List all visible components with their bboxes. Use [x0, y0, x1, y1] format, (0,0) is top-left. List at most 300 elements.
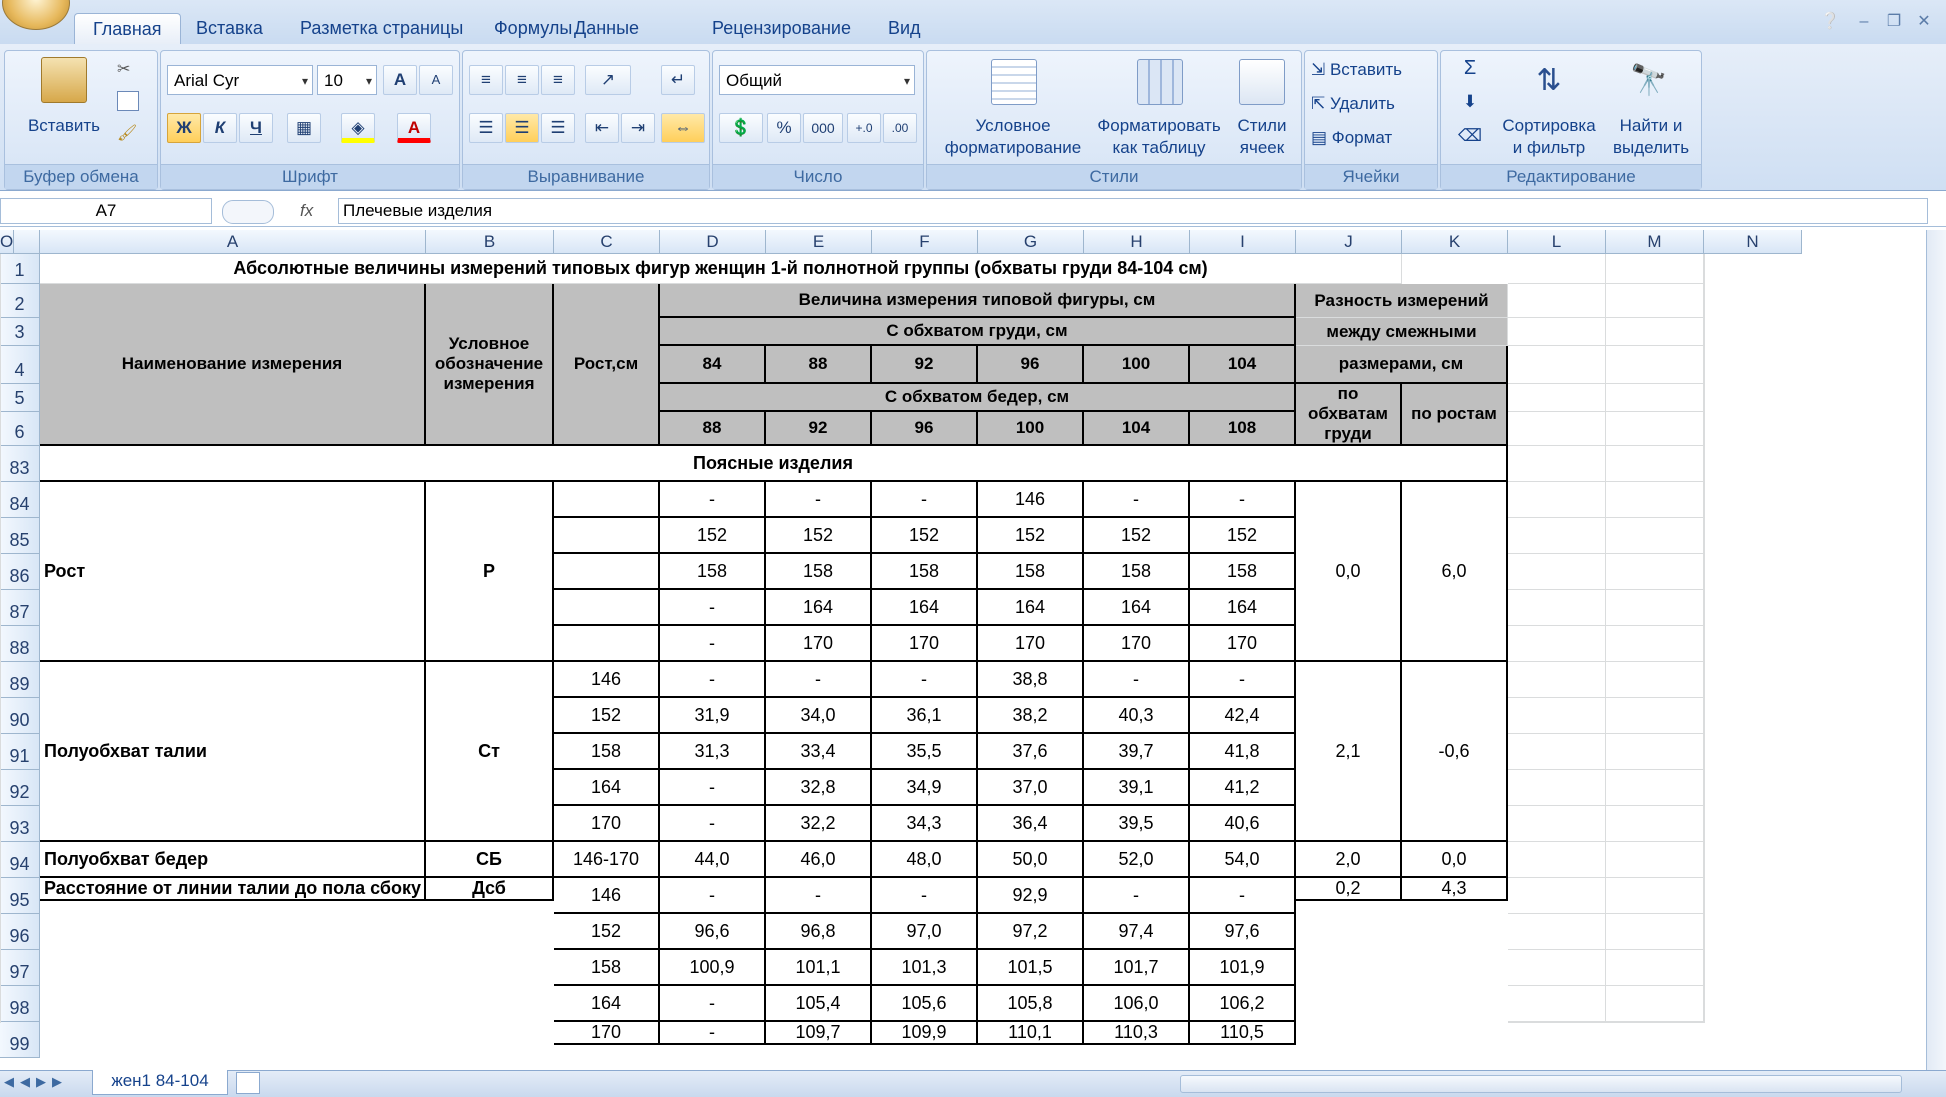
data-cell[interactable]: 46,0	[766, 842, 872, 878]
empty-cell[interactable]	[1704, 482, 1705, 518]
empty-cell[interactable]	[0, 626, 1, 662]
header-chest[interactable]: С обхватом груди, см	[660, 318, 1296, 346]
data-cell[interactable]: 170	[1084, 626, 1190, 662]
empty-cell[interactable]	[1508, 254, 1606, 284]
empty-cell[interactable]	[1508, 878, 1606, 914]
data-cell[interactable]: 109,7	[766, 1022, 872, 1045]
empty-cell[interactable]	[1508, 950, 1606, 986]
header-by-chest[interactable]: по обхватам груди	[1296, 384, 1402, 446]
column-header-N[interactable]: N	[1704, 230, 1802, 254]
autosum-button[interactable]: Σ	[1463, 57, 1477, 79]
data-cell[interactable]: 170	[766, 626, 872, 662]
empty-cell[interactable]	[1508, 412, 1606, 446]
empty-cell[interactable]	[1606, 412, 1704, 446]
empty-cell[interactable]	[0, 986, 1, 1022]
empty-cell[interactable]	[1508, 554, 1606, 590]
empty-cell[interactable]	[0, 662, 1, 698]
data-cell[interactable]: -	[872, 878, 978, 914]
data-cell[interactable]: -	[660, 770, 766, 806]
empty-cell[interactable]	[0, 842, 1, 878]
empty-cell[interactable]	[1606, 878, 1704, 914]
empty-cell[interactable]	[0, 384, 1, 412]
decrease-decimal-icon[interactable]: .00	[883, 113, 917, 143]
empty-cell[interactable]	[1606, 254, 1704, 284]
empty-cell[interactable]	[0, 950, 1, 986]
empty-cell[interactable]	[0, 554, 1, 590]
tab-6[interactable]: Вид	[888, 18, 921, 38]
fx-icon[interactable]: fx	[300, 201, 314, 220]
empty-cell[interactable]	[0, 770, 1, 806]
section-title[interactable]: Поясные изделия	[40, 446, 1508, 482]
empty-cell[interactable]	[1704, 734, 1705, 770]
data-cell[interactable]: 158	[978, 554, 1084, 590]
empty-cell[interactable]	[1606, 626, 1704, 662]
data-cell[interactable]: 164	[1190, 590, 1296, 626]
data-cell[interactable]: 38,8	[978, 662, 1084, 698]
data-cell[interactable]: 152	[978, 518, 1084, 554]
empty-cell[interactable]	[1704, 284, 1705, 318]
data-cell[interactable]: 101,3	[872, 950, 978, 986]
bedra-height[interactable]: 146-170	[554, 842, 660, 878]
empty-cell[interactable]	[1704, 806, 1705, 842]
number-format-select[interactable]: Общий ▾	[719, 65, 915, 95]
header-diff-3[interactable]: размерами, см	[1296, 346, 1508, 384]
row-header-3[interactable]: 3	[0, 318, 40, 346]
column-header-L[interactable]: L	[1508, 230, 1606, 254]
data-cell[interactable]: 41,8	[1190, 734, 1296, 770]
format-as-table-button[interactable]: Форматировать как таблицу	[1097, 116, 1221, 157]
column-header-J[interactable]: J	[1296, 230, 1402, 254]
tab-2[interactable]: Разметка страницы	[300, 18, 464, 38]
data-cell[interactable]: 42,4	[1190, 698, 1296, 734]
data-cell[interactable]: 152	[1084, 518, 1190, 554]
talia-height-cell[interactable]: 164	[554, 770, 660, 806]
data-cell[interactable]: 41,2	[1190, 770, 1296, 806]
data-cell[interactable]: 101,5	[978, 950, 1084, 986]
row-header-97[interactable]: 97	[0, 950, 40, 986]
row-header-5[interactable]: 5	[0, 384, 40, 412]
empty-cell[interactable]	[1704, 518, 1705, 554]
header-name[interactable]: Наименование измерения	[40, 284, 426, 446]
fill-color-icon[interactable]: ◈	[341, 113, 375, 143]
decrease-indent-icon[interactable]: ⇤	[585, 113, 619, 143]
sort-filter-button[interactable]: Сортировка и фильтр	[1502, 116, 1596, 157]
row-header-93[interactable]: 93	[0, 806, 40, 842]
data-cell[interactable]: 31,3	[660, 734, 766, 770]
data-cell[interactable]: 152	[872, 518, 978, 554]
empty-cell[interactable]	[1606, 986, 1704, 1022]
hip-size-cell[interactable]: 96	[872, 412, 978, 446]
empty-cell[interactable]	[0, 1022, 1, 1023]
data-cell[interactable]: 97,2	[978, 914, 1084, 950]
sort-filter-icon[interactable]: ⇅	[1536, 64, 1562, 97]
rost-symbol[interactable]: Р	[426, 482, 554, 662]
row-header-91[interactable]: 91	[0, 734, 40, 770]
vertical-scrollbar[interactable]	[1926, 230, 1946, 1070]
empty-cell[interactable]	[0, 734, 1, 770]
empty-cell[interactable]	[1704, 842, 1705, 878]
data-cell[interactable]: 39,5	[1084, 806, 1190, 842]
empty-cell[interactable]	[1508, 518, 1606, 554]
pol-diff-height[interactable]: 4,3	[1402, 878, 1508, 901]
empty-cell[interactable]	[1606, 950, 1704, 986]
data-cell[interactable]: 40,3	[1084, 698, 1190, 734]
data-cell[interactable]: 158	[1084, 554, 1190, 590]
header-hips[interactable]: С обхватом бедер, см	[660, 384, 1296, 412]
row-header-4[interactable]: 4	[0, 346, 40, 384]
row-header-90[interactable]: 90	[0, 698, 40, 734]
data-cell[interactable]: 110,1	[978, 1022, 1084, 1045]
empty-cell[interactable]	[0, 412, 1, 446]
data-cell[interactable]: 39,7	[1084, 734, 1190, 770]
data-cell[interactable]: 32,2	[766, 806, 872, 842]
data-cell[interactable]: 158	[766, 554, 872, 590]
row-header-94[interactable]: 94	[0, 842, 40, 878]
orientation-icon[interactable]: ↗	[585, 65, 631, 95]
row-header-89[interactable]: 89	[0, 662, 40, 698]
new-sheet-icon[interactable]	[236, 1072, 260, 1094]
percent-button[interactable]: %	[767, 113, 801, 143]
column-header-O[interactable]: O	[0, 230, 14, 254]
data-cell[interactable]: 152	[660, 518, 766, 554]
empty-cell[interactable]	[1704, 446, 1705, 482]
empty-cell[interactable]	[1606, 554, 1704, 590]
insert-cells-button[interactable]	[1311, 59, 1433, 81]
talia-label[interactable]: Полуобхват талии	[40, 662, 426, 842]
empty-cell[interactable]	[0, 318, 1, 346]
copy-icon[interactable]	[117, 91, 139, 111]
data-cell[interactable]: 50,0	[978, 842, 1084, 878]
talia-height-cell[interactable]: 158	[554, 734, 660, 770]
data-cell[interactable]: 39,1	[1084, 770, 1190, 806]
data-cell[interactable]: -	[872, 662, 978, 698]
hip-size-cell[interactable]: 100	[978, 412, 1084, 446]
data-cell[interactable]: 152	[766, 518, 872, 554]
empty-cell[interactable]	[1508, 284, 1606, 318]
rost-height-cell[interactable]	[554, 626, 660, 662]
data-cell[interactable]: 44,0	[660, 842, 766, 878]
header-diff-1[interactable]: Разность измерений	[1296, 284, 1508, 318]
data-cell[interactable]: 164	[1084, 590, 1190, 626]
pol-height-cell[interactable]: 152	[554, 914, 660, 950]
rost-diff-chest[interactable]: 0,0	[1296, 482, 1402, 662]
row-header-83[interactable]: 83	[0, 446, 40, 482]
horizontal-scrollbar[interactable]	[1180, 1075, 1902, 1093]
pol-height-cell[interactable]: 170	[554, 1022, 660, 1045]
data-cell[interactable]: 100,9	[660, 950, 766, 986]
row-header-95[interactable]: 95	[0, 878, 40, 914]
merge-center-icon[interactable]: ⇔	[661, 113, 705, 143]
empty-cell[interactable]	[1704, 590, 1705, 626]
grow-font-button[interactable]: A	[383, 65, 417, 95]
data-cell[interactable]: 97,0	[872, 914, 978, 950]
row-header-6[interactable]: 6	[0, 412, 40, 446]
data-cell[interactable]: -	[1190, 482, 1296, 518]
empty-cell[interactable]	[1704, 986, 1705, 1022]
increase-decimal-icon[interactable]: +.0	[847, 113, 881, 143]
data-cell[interactable]: -	[766, 878, 872, 914]
empty-cell[interactable]	[1606, 1022, 1704, 1023]
empty-cell[interactable]	[1704, 554, 1705, 590]
data-cell[interactable]: 109,9	[872, 1022, 978, 1045]
format-as-table-icon[interactable]	[1137, 59, 1183, 105]
data-cell[interactable]: 105,8	[978, 986, 1084, 1022]
column-header-K[interactable]: K	[1402, 230, 1508, 254]
sheet-title[interactable]: Абсолютные величины измерений типовых фигур женщин 1-й полнотной группы (обхваты груди 84-104 см)	[40, 254, 1402, 284]
close-icon[interactable]: ✕	[1917, 13, 1931, 30]
chest-size-cell[interactable]: 92	[872, 346, 978, 384]
rost-diff-height[interactable]: 6,0	[1402, 482, 1508, 662]
empty-cell[interactable]	[0, 590, 1, 626]
font-name-select[interactable]: Arial Cyr ▾	[167, 65, 313, 95]
column-header-A[interactable]: A	[40, 230, 426, 254]
row-header-87[interactable]: 87	[0, 590, 40, 626]
column-header-B[interactable]: B	[426, 230, 554, 254]
data-cell[interactable]: 31,9	[660, 698, 766, 734]
data-cell[interactable]: 54,0	[1190, 842, 1296, 878]
align-center-icon[interactable]: ☰	[505, 113, 539, 143]
data-cell[interactable]: 34,3	[872, 806, 978, 842]
data-cell[interactable]: 37,0	[978, 770, 1084, 806]
empty-cell[interactable]	[1508, 986, 1606, 1022]
empty-cell[interactable]	[1508, 734, 1606, 770]
hip-size-cell[interactable]: 88	[660, 412, 766, 446]
shrink-font-button[interactable]: A	[419, 65, 453, 95]
name-box[interactable]: A7	[0, 198, 212, 224]
data-cell[interactable]: 105,6	[872, 986, 978, 1022]
data-cell[interactable]: 97,6	[1190, 914, 1296, 950]
header-height[interactable]: Рост,см	[554, 284, 660, 446]
pol-height-cell[interactable]: 158	[554, 950, 660, 986]
pol-height-cell[interactable]: 146	[554, 878, 660, 914]
hip-size-cell[interactable]: 108	[1190, 412, 1296, 446]
empty-cell[interactable]	[1606, 842, 1704, 878]
row-header-85[interactable]: 85	[0, 518, 40, 554]
empty-cell[interactable]	[0, 698, 1, 734]
data-cell[interactable]: -	[660, 626, 766, 662]
formula-input[interactable]: Плечевые изделия	[338, 198, 1928, 224]
data-cell[interactable]: 164	[978, 590, 1084, 626]
data-cell[interactable]: 101,7	[1084, 950, 1190, 986]
bedra-diff-height[interactable]: 0,0	[1402, 842, 1508, 878]
data-cell[interactable]: 101,1	[766, 950, 872, 986]
data-cell[interactable]: 97,4	[1084, 914, 1190, 950]
data-cell[interactable]: 32,8	[766, 770, 872, 806]
empty-cell[interactable]	[1704, 914, 1705, 950]
empty-cell[interactable]	[1704, 878, 1705, 914]
data-cell[interactable]: 92,9	[978, 878, 1084, 914]
currency-icon[interactable]: 💲	[719, 113, 763, 143]
talia-height-cell[interactable]: 146	[554, 662, 660, 698]
data-cell[interactable]: -	[1190, 662, 1296, 698]
data-cell[interactable]: 152	[1190, 518, 1296, 554]
empty-cell[interactable]	[1704, 1022, 1705, 1023]
align-right-icon[interactable]: ☰	[541, 113, 575, 143]
data-cell[interactable]: -	[1084, 662, 1190, 698]
align-left-icon[interactable]: ☰	[469, 113, 503, 143]
row-header-84[interactable]: 84	[0, 482, 40, 518]
underline-button[interactable]: Ч	[239, 113, 273, 143]
data-cell[interactable]: 38,2	[978, 698, 1084, 734]
talia-diff-chest[interactable]: 2,1	[1296, 662, 1402, 842]
column-header-D[interactable]: D	[660, 230, 766, 254]
data-cell[interactable]: 164	[766, 590, 872, 626]
cell-styles-icon[interactable]	[1239, 59, 1285, 105]
empty-cell[interactable]	[1508, 318, 1606, 346]
empty-cell[interactable]	[1606, 346, 1704, 384]
chest-size-cell[interactable]: 100	[1084, 346, 1190, 384]
tab-5[interactable]: Рецензирование	[712, 18, 851, 38]
data-cell[interactable]: 33,4	[766, 734, 872, 770]
data-cell[interactable]: 170	[978, 626, 1084, 662]
data-cell[interactable]: 35,5	[872, 734, 978, 770]
empty-cell[interactable]	[0, 914, 1, 950]
empty-cell[interactable]	[1606, 662, 1704, 698]
sheet-tab[interactable]: жен1 84-104	[92, 1070, 228, 1095]
empty-cell[interactable]	[1508, 806, 1606, 842]
data-cell[interactable]: -	[1084, 482, 1190, 518]
delete-cells-button[interactable]	[1311, 93, 1433, 115]
empty-cell[interactable]	[0, 254, 1, 284]
hip-size-cell[interactable]: 104	[1084, 412, 1190, 446]
bold-button[interactable]: Ж	[167, 113, 201, 143]
help-icon[interactable]: ❔	[1820, 13, 1840, 30]
empty-cell[interactable]	[1704, 254, 1705, 284]
minimize-icon[interactable]: –	[1859, 13, 1869, 30]
pol-label[interactable]: Расстояние от линии талии до пола сбоку	[40, 878, 426, 901]
data-cell[interactable]: -	[766, 662, 872, 698]
empty-cell[interactable]	[0, 518, 1, 554]
data-cell[interactable]: 34,0	[766, 698, 872, 734]
rost-height-cell[interactable]	[554, 554, 660, 590]
column-header-M[interactable]: M	[1606, 230, 1704, 254]
column-header-I[interactable]: I	[1190, 230, 1296, 254]
empty-cell[interactable]	[1704, 662, 1705, 698]
empty-cell[interactable]	[1606, 698, 1704, 734]
tab-1[interactable]: Вставка	[196, 18, 263, 38]
clear-icon[interactable]: ⌫	[1457, 126, 1483, 145]
data-cell[interactable]: 37,6	[978, 734, 1084, 770]
header-diff-2[interactable]: между смежными	[1296, 318, 1508, 346]
data-cell[interactable]: 106,0	[1084, 986, 1190, 1022]
paste-button[interactable]: Вставить	[27, 116, 101, 135]
row-header-88[interactable]: 88	[0, 626, 40, 662]
empty-cell[interactable]	[1704, 698, 1705, 734]
row-header-99[interactable]: 99	[0, 1022, 40, 1058]
empty-cell[interactable]	[1606, 482, 1704, 518]
cut-icon[interactable]: ✂	[117, 61, 131, 78]
data-cell[interactable]: 101,9	[1190, 950, 1296, 986]
empty-cell[interactable]	[0, 806, 1, 842]
font-color-button[interactable]: A	[397, 113, 431, 143]
data-cell[interactable]: 170	[872, 626, 978, 662]
empty-cell[interactable]	[0, 284, 1, 318]
empty-cell[interactable]	[1606, 590, 1704, 626]
data-cell[interactable]: 105,4	[766, 986, 872, 1022]
data-cell[interactable]: 158	[872, 554, 978, 590]
fill-icon[interactable]: ⬇	[1462, 92, 1478, 111]
empty-cell[interactable]	[1508, 662, 1606, 698]
empty-cell[interactable]	[0, 482, 1, 518]
empty-cell[interactable]	[1508, 384, 1606, 412]
tab-0[interactable]: Главная	[74, 13, 181, 45]
data-cell[interactable]: -	[660, 806, 766, 842]
find-select-icon[interactable]: 🔭	[1630, 64, 1668, 97]
empty-cell[interactable]	[1508, 626, 1606, 662]
chest-size-cell[interactable]: 88	[766, 346, 872, 384]
row-header-2[interactable]: 2	[0, 284, 40, 318]
empty-cell[interactable]	[1508, 446, 1606, 482]
data-cell[interactable]: 36,4	[978, 806, 1084, 842]
data-cell[interactable]: 48,0	[872, 842, 978, 878]
formula-expand-icon[interactable]	[222, 200, 274, 224]
thousands-button[interactable]: 000	[803, 113, 843, 143]
data-cell[interactable]: -	[660, 1022, 766, 1045]
data-cell[interactable]: -	[660, 878, 766, 914]
column-header-F[interactable]: F	[872, 230, 978, 254]
office-button[interactable]	[2, 0, 70, 30]
empty-cell[interactable]	[1606, 446, 1704, 482]
data-cell[interactable]: -	[766, 482, 872, 518]
data-cell[interactable]: 106,2	[1190, 986, 1296, 1022]
row-header-98[interactable]: 98	[0, 986, 40, 1022]
empty-cell[interactable]	[1508, 590, 1606, 626]
talia-diff-height[interactable]: -0,6	[1402, 662, 1508, 842]
pol-diff-chest[interactable]: 0,2	[1296, 878, 1402, 901]
wrap-text-icon[interactable]: ↵	[661, 65, 695, 95]
empty-cell[interactable]	[1606, 318, 1704, 346]
row-header-1[interactable]: 1	[0, 254, 40, 284]
font-size-select[interactable]: 10 ▾	[317, 65, 377, 95]
empty-cell[interactable]	[1606, 518, 1704, 554]
empty-cell[interactable]	[1508, 770, 1606, 806]
rost-height-cell[interactable]	[554, 518, 660, 554]
align-middle-icon[interactable]: ≡	[505, 65, 539, 95]
empty-cell[interactable]	[1606, 770, 1704, 806]
empty-cell[interactable]	[1606, 914, 1704, 950]
tab-4[interactable]: Данные	[574, 18, 640, 38]
tab-3[interactable]: Формулы	[494, 18, 573, 38]
format-cells-button[interactable]	[1311, 127, 1433, 149]
bedra-diff-chest[interactable]: 2,0	[1296, 842, 1402, 878]
data-cell[interactable]: 146	[978, 482, 1084, 518]
paste-icon[interactable]	[41, 57, 87, 103]
empty-cell[interactable]	[1704, 384, 1705, 412]
sheet-nav-icon[interactable]: ◀◀▶▶	[4, 1074, 68, 1089]
empty-cell[interactable]	[1508, 914, 1606, 950]
empty-cell[interactable]	[1606, 384, 1704, 412]
row-header-86[interactable]: 86	[0, 554, 40, 590]
data-cell[interactable]: 36,1	[872, 698, 978, 734]
bedra-label[interactable]: Полуобхват бедер	[40, 842, 426, 878]
empty-cell[interactable]	[1508, 346, 1606, 384]
empty-cell[interactable]	[1508, 698, 1606, 734]
talia-symbol[interactable]: Ст	[426, 662, 554, 842]
pol-symbol[interactable]: Дсб	[426, 878, 554, 901]
empty-cell[interactable]	[1704, 770, 1705, 806]
empty-cell[interactable]	[0, 878, 1, 914]
align-bottom-icon[interactable]: ≡	[541, 65, 575, 95]
borders-icon[interactable]: ▦	[287, 113, 321, 143]
chest-size-cell[interactable]: 84	[660, 346, 766, 384]
rost-height-cell[interactable]	[554, 590, 660, 626]
data-cell[interactable]: 164	[872, 590, 978, 626]
align-top-icon[interactable]: ≡	[469, 65, 503, 95]
data-cell[interactable]: -	[872, 482, 978, 518]
header-symbol[interactable]: Условное обозначение измерения	[426, 284, 554, 446]
conditional-format-button[interactable]: Условное форматирование	[944, 116, 1082, 157]
header-value[interactable]: Величина измерения типовой фигуры, см	[660, 284, 1296, 318]
